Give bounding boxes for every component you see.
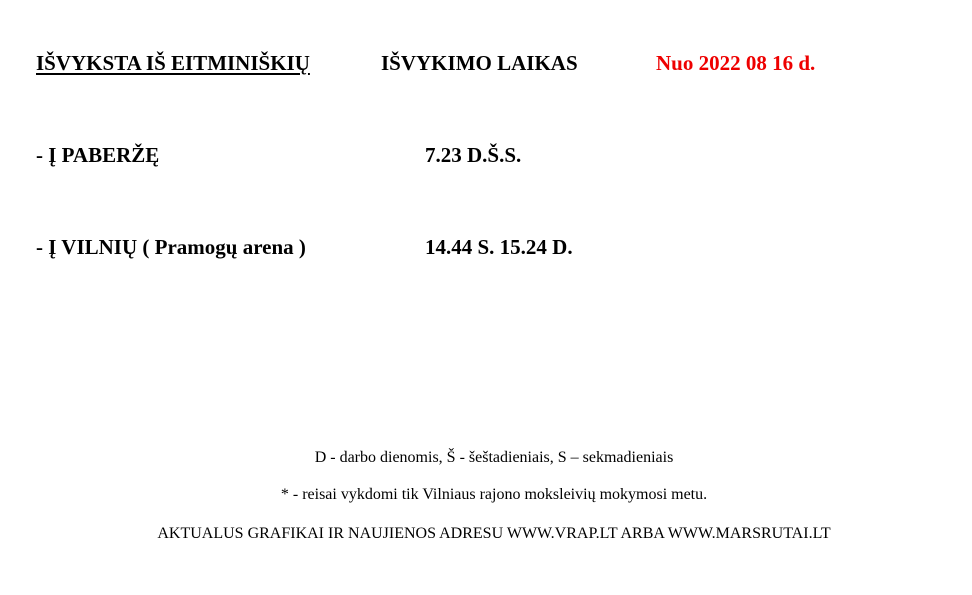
route-times-paberze: 7.23 D.Š.S. xyxy=(425,143,522,167)
route-destination-vilnius: - Į VILNIŲ ( Pramogų arena ) xyxy=(36,235,306,259)
valid-from-date: Nuo 2022 08 16 d. xyxy=(656,51,816,75)
website-note: AKTUALUS GRAFIKAI IR NAUJIENOS ADRESU WWW.VRAP.LT ARBA WWW.MARSRUTAI.LT xyxy=(157,525,831,542)
day-legend-note: D - darbo dienomis, Š - šeštadieniais, S – sekmadieniais xyxy=(314,449,674,466)
departure-time-title: IŠVYKIMO LAIKAS xyxy=(381,51,578,75)
route-destination-paberze: - Į PABERŽĘ xyxy=(36,143,160,167)
route-times-vilnius: 14.44 S. 15.24 D. xyxy=(425,235,573,259)
origin-stop-title: IŠVYKSTA IŠ EITMINIŠKIŲ xyxy=(36,51,310,75)
asterisk-note: * - reisai vykdomi tik Vilniaus rajono moksleivių mokymosi metu. xyxy=(280,486,708,503)
